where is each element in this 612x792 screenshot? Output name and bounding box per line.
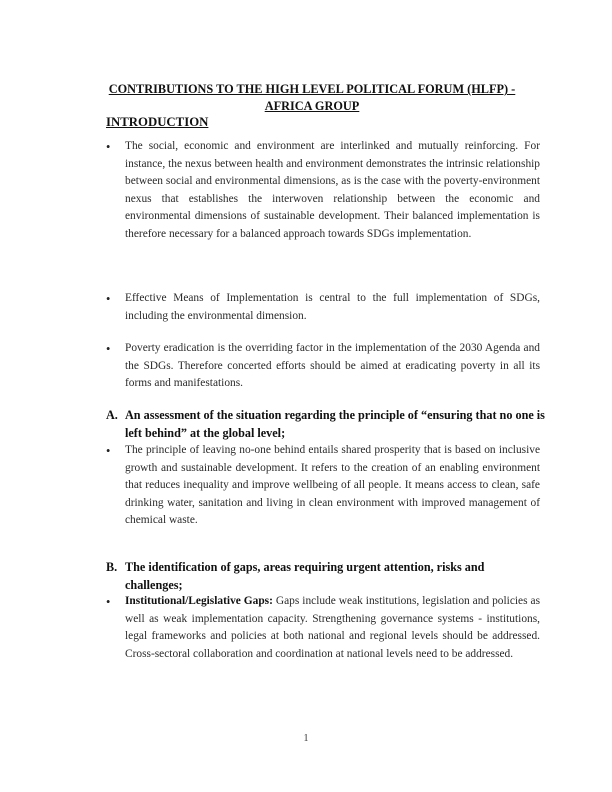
bullet-icon: •	[106, 444, 111, 458]
intro-paragraph-2: Effective Means of Implementation is central to the full implementation of SDGs, including the environmental dimension.	[125, 292, 540, 322]
section-b-paragraph	[125, 593, 540, 663]
bullet-icon: •	[106, 342, 111, 356]
intro-paragraph-1: The social, economic and environment are interlinked and mutually reinforcing. For instance, the nexus between health and environment demonstrates the intrinsic relationship between social and environmental dimensions, as is the case with the poverty-environment nexus that establishes the interwoven relationship between the economic and environmental dimensions of sustainable development. Their balanced implementation is therefore necessary for a balanced approach towards SDGs implementation.	[125, 140, 540, 240]
introduction-heading: INTRODUCTION	[106, 115, 209, 129]
page-number: 1	[303, 733, 309, 744]
intro-paragraph-3: Poverty eradication is the overriding factor in the implementation of the 2030 Agenda and the SDGs. Therefore concerted efforts should be aimed at eradicating poverty in all its forms and manifestations.	[125, 342, 540, 390]
section-a-letter: A.	[106, 408, 118, 422]
bullet-icon: •	[106, 292, 111, 306]
institutional-gaps-label: Institutional/Legislative Gaps:	[125, 595, 273, 607]
section-b-letter: B.	[106, 560, 118, 574]
institutional-gaps-text: Gaps include weak institutions, legislation and policies as well as weak implementation capacity. Strengthening governance systems - institutions, legal frameworks and policies at both national and regional levels should be addressed. Cross-sectoral collaboration and coordination at national levels need to be addressed.	[125, 595, 540, 660]
section-a-heading: An assessment of the situation regarding the principle of “ensuring that no one is left behind” at the global level;	[125, 408, 545, 440]
bullet-icon: •	[106, 140, 111, 154]
document-title-line-2: AFRICA GROUP	[264, 99, 360, 113]
section-b-heading: The identification of gaps, areas requiring urgent attention, risks and challenges;	[125, 560, 485, 592]
bullet-icon: •	[106, 595, 111, 609]
section-a-paragraph: The principle of leaving no-one behind entails shared prosperity that is based on inclusive growth and sustainable development. It refers to the creation of an enabling environment that reduces inequality and improve wellbeing of all people. It means access to clean, safe drinking water, sanitation and living in clean environment with improved management of chemical waste.	[125, 444, 540, 527]
document-title-line-1: CONTRIBUTIONS TO THE HIGH LEVEL POLITICAL FORUM (HLFP) -	[108, 82, 516, 96]
